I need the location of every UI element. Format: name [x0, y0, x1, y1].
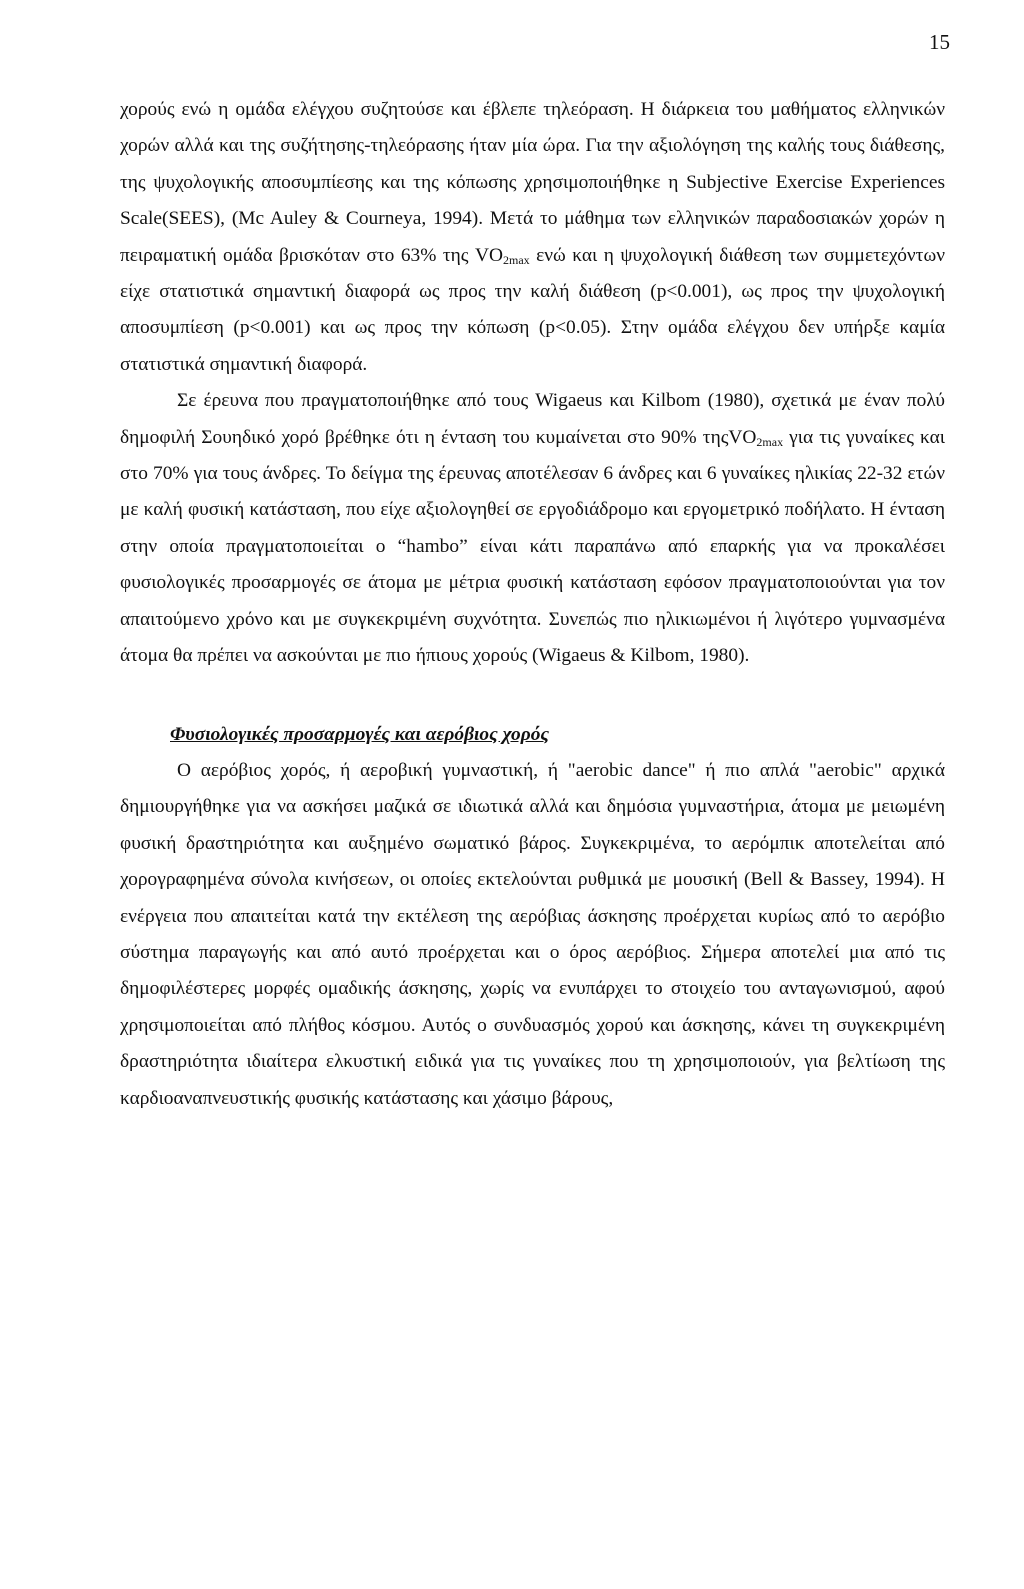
paragraph-1-text-a: χορούς ενώ η ομάδα ελέγχου συζητούσε και έβλεπε τηλεόραση. Η διάρκεια του μαθήματος ελληνικών χορών αλλά και της συζήτησης-τηλεόρασης ήταν μία ώρα. Για την αξιολόγηση της καλής τους διάθεσης, της ψυχολογικής αποσυμπίεσης και της κόπωσης χρησιμοποιήθηκε η Subjective Exercise Experiences Scale(SEES), (Mc Auley & Courneya, 1994). Μετά το μάθημα των ελληνικών παραδοσιακών χορών η πειραματική ομάδα βρισκόταν στο 63% της VO	[120, 99, 945, 266]
paragraph-1	[120, 92, 945, 383]
page-number: 15	[929, 30, 950, 54]
paragraph-2	[120, 383, 945, 674]
vo2max-subscript: 2max	[756, 434, 784, 449]
paragraph-2-text-a: Σε έρευνα που πραγματοποιήθηκε από τους Wigaeus και Kilbom (1980), σχετικά με έναν πολύ δημοφιλή Σουηδικό χορό βρέθηκε ότι η ένταση του κυμαίνεται στο 90% τηςVO	[120, 390, 945, 448]
section-heading: Φυσιολογικές προσαρμογές και αερόβιος χορός	[170, 723, 550, 745]
paragraph-3: Ο αερόβιος χορός, ή αεροβική γυμναστική, ή "aerobic dance" ή πιο απλά "aerobic" αρχικά δημιουργήθηκε για να ασκήσει μαζικά σε ιδιωτικά αλλά και δημόσια γυμναστήρια, άτομα με μειωμένη φυσική δραστηριότητα και αυξημένο σωματικό βάρος. Συγκεκριμένα, το αερόμπικ αποτελείται από χορογραφημένα σύνολα κινήσεων, οι οποίες εκτελούνται ρυθμικά με μουσική (Bell & Bassey, 1994). Η ενέργεια που απαιτείται κατά την εκτέλεση της αερόβιας άσκησης προέρχεται κυρίως από το αερόβιο σύστημα παραγωγής και από αυτό προέρχεται και ο όρος αερόβιος. Σήμερα αποτελεί μια από τις δημοφιλέστερες μορφές ομαδικής άσκησης, χωρίς να ενυπάρχει το στοιχείο του ανταγωνισμού, αφού χρησιμοποιείται από πλήθος κόσμου. Αυτός ο συνδυασμός χορού και άσκησης, κάνει τη συγκεκριμένη δραστηριότητα ιδιαίτερα ελκυστική ειδικά για τις γυναίκες που τη χρησιμοποιούν, για βελτίωση της καρδιοαναπνευστικής φυσικής κατάστασης και χάσιμο βάρους,	[120, 759, 945, 1109]
vo2max-subscript: 2max	[502, 252, 530, 267]
paragraph-2-text-b: για τις γυναίκες και στο 70% για τους άνδρες. Το δείγμα της έρευνας αποτέλεσαν 6 άνδρες και 6 γυναίκες ηλικίας 22-32 ετών με καλή φυσική κατάσταση, που είχε αξιολογηθεί σε εργοδιάδρομο και εργομετρικό ποδήλατο. Η ένταση στην οποία πραγματοποιείται ο “hambo” είναι κάτι παραπάνω από επαρκής για να προκαλέσει φυσιολογικές προσαρμογές σε άτομα με μέτρια φυσική κατάσταση εφόσον πραγματοποιούνται για τον απαιτούμενο χρόνο και με συγκεκριμένη συχνότητα. Συνεπώς πιο ηλικιωμένοι ή λιγότερο γυμνασμένα άτομα θα πρέπει να ασκούνται με πιο ήπιους χορούς (Wigaeus & Kilbom, 1980).	[120, 426, 946, 667]
paragraph-1-text-b: ενώ και η ψυχολογική διάθεση των συμμετεχόντων είχε στατιστικά σημαντική διαφορά ως προς την καλή διάθεση (p<0.001), ως προς την ψυχολογική αποσυμπίεση (p<0.001) και ως προς την κόπωση (p<0.05). Στην ομάδα ελέγχου δεν υπήρξε καμία στατιστικά σημαντική διαφορά.	[120, 244, 945, 375]
document-body	[120, 92, 945, 1117]
